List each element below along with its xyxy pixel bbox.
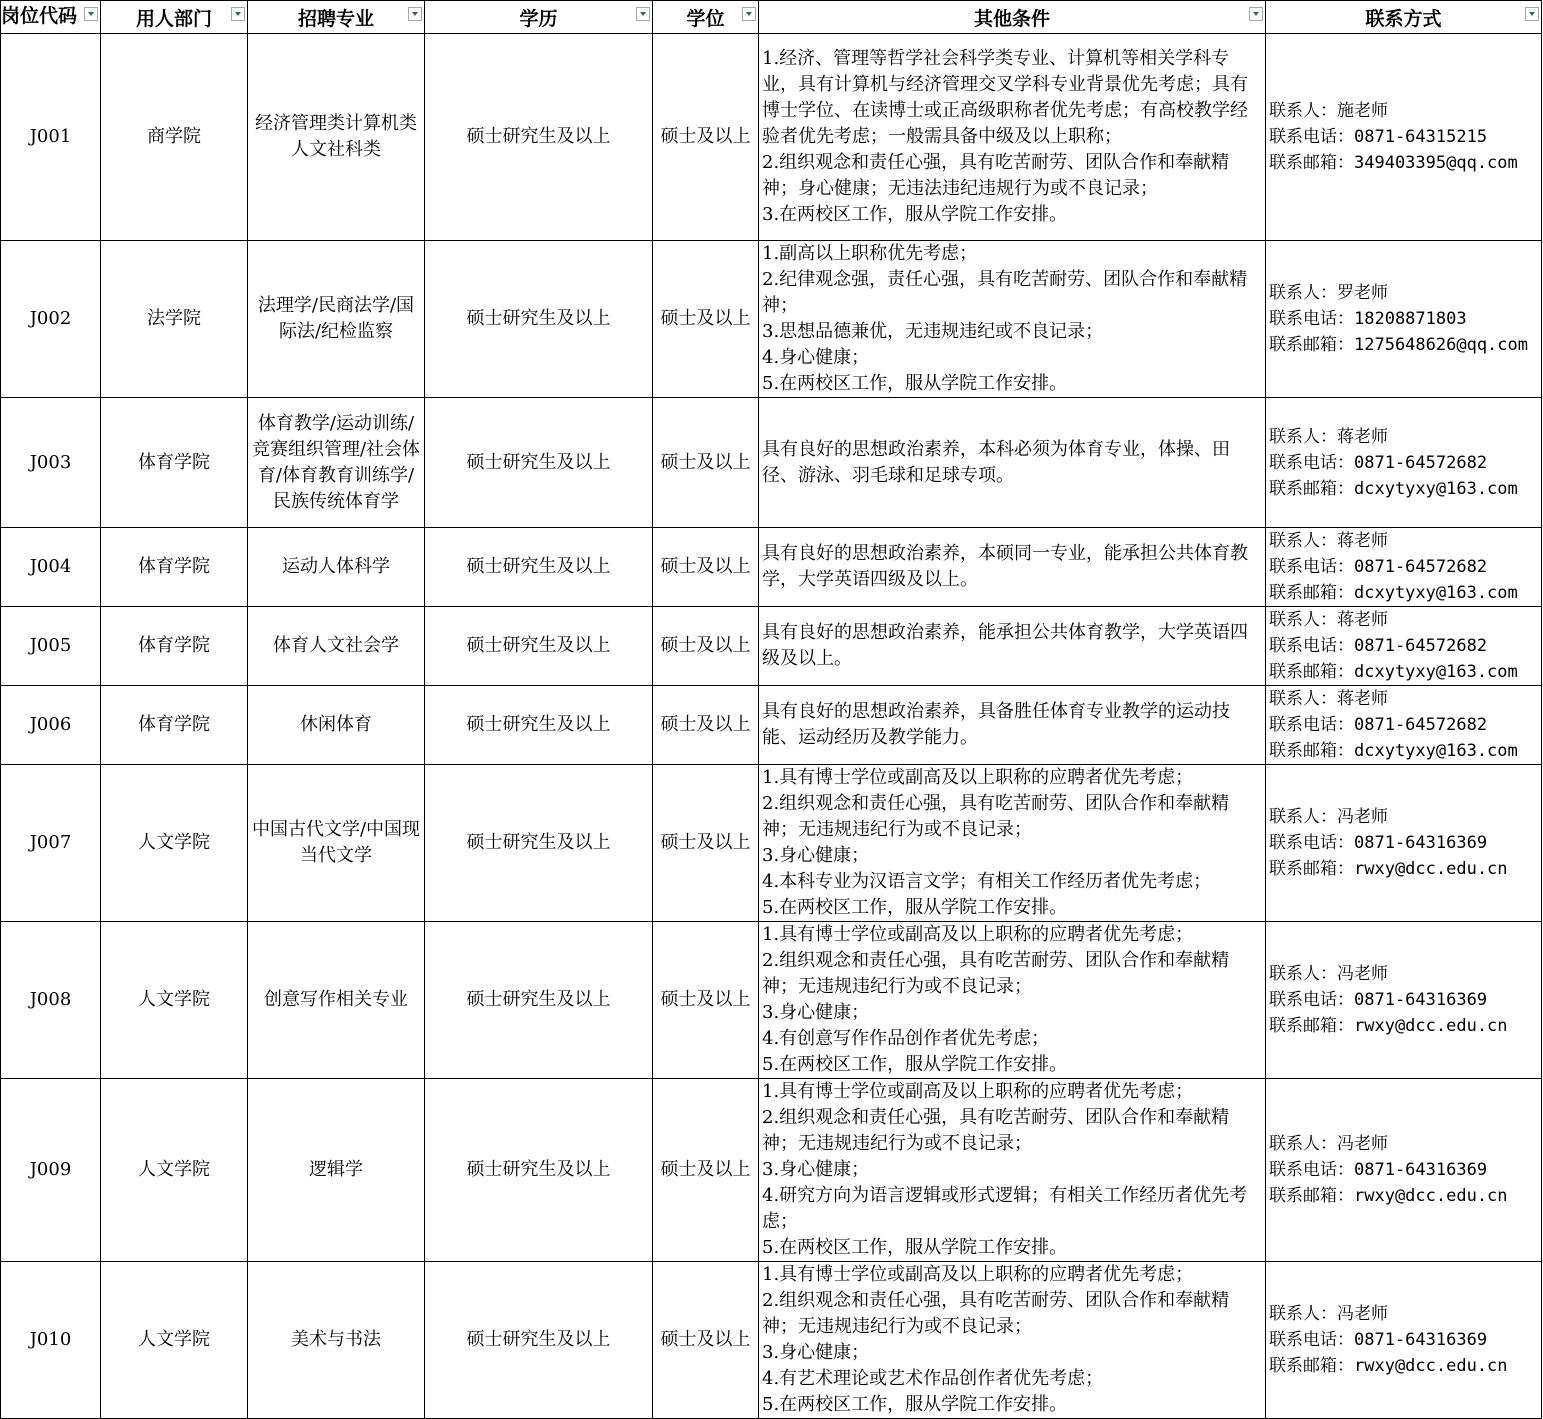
filter-dropdown-icon[interactable] [1249,7,1263,21]
cell-department: 人文学院 [101,922,248,1079]
contact-line: 联系人：施老师 [1269,101,1388,121]
cell-other-conditions [759,1262,1266,1419]
contact-line: 联系邮箱：dcxytyxy@163.com [1269,662,1518,682]
cell-degree: 硕士及以上 [653,528,759,607]
contact-line: 联系电话：0871-64316369 [1269,1330,1488,1350]
condition-line: 3.在两校区工作，服从学院工作安排。 [762,204,1068,225]
contact-line: 联系电话：0871-64316369 [1269,833,1488,853]
header-position-code: 岗位代码 [1,1,101,34]
condition-line: 2.纪律观念强，责任心强，具有吃苦耐劳、团队合作和奉献精神； [762,269,1248,316]
cell-major: 中国古代文学/中国现当代文学 [248,765,425,922]
contact-line: 联系人：冯老师 [1269,964,1388,984]
condition-line: 4.研究方向为语言逻辑或形式逻辑；有相关工作经历者优先考虑； [762,1185,1248,1232]
contact-line: 联系邮箱：dcxytyxy@163.com [1269,583,1518,603]
condition-line: 具有良好的思想政治素养，本硕同一专业，能承担公共体育教学，大学英语四级及以上。 [762,543,1248,590]
cell-contact [1266,241,1542,398]
condition-line: 4.本科专业为汉语言文学；有相关工作经历者优先考虑； [762,871,1212,892]
condition-line: 具有良好的思想政治素养，本科必须为体育专业，体操、田径、游泳、羽毛球和足球专项。 [762,438,1230,486]
header-degree: 学位 [653,1,759,34]
cell-major: 运动人体科学 [248,528,425,607]
condition-line: 3.身心健康； [762,1002,870,1023]
cell-contact [1266,34,1542,241]
table-row [1,1079,1542,1262]
condition-line: 2.组织观念和责任心强，具有吃苦耐劳、团队合作和奉献精神；无违规违纪行为或不良记录； [762,793,1230,840]
cell-contact [1266,765,1542,922]
table-row [1,398,1542,528]
cell-major: 体育教学/运动训练/竞赛组织管理/社会体育/体育教育训练学/民族传统体育学 [248,398,425,528]
contact-line: 联系邮箱：349403395@qq.com [1269,153,1518,173]
cell-degree: 硕士及以上 [653,34,759,241]
filter-dropdown-icon[interactable] [408,7,422,21]
table-row [1,686,1542,765]
cell-degree: 硕士及以上 [653,686,759,765]
cell-degree: 硕士及以上 [653,765,759,922]
contact-line: 联系邮箱：1275648626@qq.com [1269,335,1528,355]
contact-line: 联系邮箱：rwxy@dcc.edu.cn [1269,1356,1508,1376]
cell-education: 硕士研究生及以上 [425,922,653,1079]
cell-education: 硕士研究生及以上 [425,1079,653,1262]
cell-degree: 硕士及以上 [653,1079,759,1262]
contact-line: 联系邮箱：rwxy@dcc.edu.cn [1269,1186,1508,1206]
cell-education: 硕士研究生及以上 [425,241,653,398]
cell-contact [1266,922,1542,1079]
cell-major: 休闲体育 [248,686,425,765]
cell-degree: 硕士及以上 [653,922,759,1079]
cell-education: 硕士研究生及以上 [425,765,653,922]
cell-other-conditions [759,607,1266,686]
cell-department: 商学院 [101,34,248,241]
contact-line: 联系电话：0871-64572682 [1269,636,1488,656]
condition-line: 3.思想品德兼优，无违规违纪或不良记录； [762,321,1104,342]
condition-line: 3.身心健康； [762,1342,870,1363]
header-major: 招聘专业 [248,1,425,34]
condition-line: 2.组织观念和责任心强，具有吃苦耐劳、团队合作和奉献精神；身心健康；无违法违纪违规行为或不良记录； [762,152,1230,199]
condition-line: 2.组织观念和责任心强，具有吃苦耐劳、团队合作和奉献精神；无违规违纪行为或不良记录； [762,950,1230,997]
contact-line: 联系邮箱：rwxy@dcc.edu.cn [1269,1016,1508,1036]
filter-dropdown-icon[interactable] [742,7,756,21]
cell-contact [1266,528,1542,607]
condition-line: 1.具有博士学位或副高及以上职称的应聘者优先考虑； [762,1264,1194,1285]
contact-line: 联系人：罗老师 [1269,283,1388,303]
cell-position-code: J009 [1,1079,101,1262]
contact-line: 联系邮箱：rwxy@dcc.edu.cn [1269,859,1508,879]
cell-position-code: J003 [1,398,101,528]
contact-line: 联系电话：0871-64316369 [1269,1160,1488,1180]
cell-major: 法理学/民商法学/国际法/纪检监察 [248,241,425,398]
cell-department: 法学院 [101,241,248,398]
cell-position-code: J005 [1,607,101,686]
contact-line: 联系人：蒋老师 [1269,689,1388,709]
contact-line: 联系电话：18208871803 [1269,309,1467,329]
cell-contact [1266,607,1542,686]
cell-education: 硕士研究生及以上 [425,34,653,241]
cell-education: 硕士研究生及以上 [425,1262,653,1419]
cell-degree: 硕士及以上 [653,1262,759,1419]
cell-position-code: J002 [1,241,101,398]
cell-department: 人文学院 [101,1079,248,1262]
cell-contact [1266,1079,1542,1262]
cell-education: 硕士研究生及以上 [425,686,653,765]
header-row [1,1,1542,34]
contact-line: 联系电话：0871-64572682 [1269,557,1488,577]
header-other-conditions: 其他条件 [759,1,1266,34]
contact-line: 联系人：冯老师 [1269,807,1388,827]
cell-contact [1266,1262,1542,1419]
table-row [1,1262,1542,1419]
cell-department: 体育学院 [101,398,248,528]
condition-line: 2.组织观念和责任心强，具有吃苦耐劳、团队合作和奉献精神；无违规违纪行为或不良记录； [762,1107,1230,1154]
cell-major: 美术与书法 [248,1262,425,1419]
contact-line: 联系人：冯老师 [1269,1134,1388,1154]
condition-line: 5.在两校区工作，服从学院工作安排。 [762,373,1068,394]
table-row [1,528,1542,607]
cell-major: 经济管理类计算机类人文社科类 [248,34,425,241]
condition-line: 4.有艺术理论或艺术作品创作者优先考虑； [762,1368,1104,1389]
table-row [1,241,1542,398]
cell-other-conditions [759,528,1266,607]
cell-other-conditions [759,922,1266,1079]
header-contact: 联系方式 [1266,1,1542,34]
cell-education: 硕士研究生及以上 [425,607,653,686]
condition-line: 1.具有博士学位或副高及以上职称的应聘者优先考虑； [762,924,1194,945]
contact-line: 联系电话：0871-64572682 [1269,452,1488,473]
header-department: 用人部门 [101,1,248,34]
cell-position-code: J004 [1,528,101,607]
condition-line: 1.经济、管理等哲学社会科学类专业、计算机等相关学科专业，具有计算机与经济管理交叉学科专业背景优先考虑；具有博士学位、在读博士或正高级职称者优先考虑；有高校教学经验者优先考虑；一般需具备中级及以上职称； [762,48,1248,147]
cell-major: 逻辑学 [248,1079,425,1262]
contact-line: 联系电话：0871-64316369 [1269,990,1488,1010]
cell-other-conditions [759,686,1266,765]
condition-line: 1.具有博士学位或副高及以上职称的应聘者优先考虑； [762,1081,1194,1102]
cell-department: 体育学院 [101,686,248,765]
cell-position-code: J006 [1,686,101,765]
contact-line: 联系人：冯老师 [1269,1304,1388,1324]
contact-line: 联系邮箱：dcxytyxy@163.com [1269,741,1518,761]
condition-line: 2.组织观念和责任心强，具有吃苦耐劳、团队合作和奉献精神；无违规违纪行为或不良记录； [762,1290,1230,1337]
condition-line: 1.具有博士学位或副高及以上职称的应聘者优先考虑； [762,767,1194,788]
cell-education: 硕士研究生及以上 [425,528,653,607]
cell-department: 人文学院 [101,1262,248,1419]
filter-dropdown-icon[interactable] [636,7,650,21]
cell-other-conditions [759,398,1266,528]
cell-contact [1266,398,1542,528]
contact-line: 联系电话：0871-64572682 [1269,715,1488,735]
condition-line: 5.在两校区工作，服从学院工作安排。 [762,1394,1068,1415]
filter-dropdown-icon[interactable] [1525,7,1539,21]
condition-line: 1.副高以上职称优先考虑； [762,243,978,264]
cell-position-code: J007 [1,765,101,922]
cell-contact [1266,686,1542,765]
condition-line: 具有良好的思想政治素养，能承担公共体育教学，大学英语四级及以上。 [762,622,1248,669]
contact-line: 联系邮箱：dcxytyxy@163.com [1269,478,1518,499]
filter-dropdown-icon[interactable] [84,7,98,21]
cell-degree: 硕士及以上 [653,607,759,686]
condition-line: 5.在两校区工作，服从学院工作安排。 [762,897,1068,918]
cell-other-conditions [759,241,1266,398]
filter-dropdown-icon[interactable] [231,7,245,21]
cell-major: 创意写作相关专业 [248,922,425,1079]
table-row [1,922,1542,1079]
cell-position-code: J010 [1,1262,101,1419]
table-row [1,765,1542,922]
contact-line: 联系人：蒋老师 [1269,426,1388,447]
cell-department: 体育学院 [101,528,248,607]
contact-line: 联系人：蒋老师 [1269,531,1388,551]
condition-line: 3.身心健康； [762,1159,870,1180]
cell-education: 硕士研究生及以上 [425,398,653,528]
table-row [1,34,1542,241]
condition-line: 具有良好的思想政治素养，具备胜任体育专业教学的运动技能、运动经历及教学能力。 [762,701,1230,748]
contact-line: 联系电话：0871-64315215 [1269,127,1488,147]
condition-line: 4.身心健康； [762,347,870,368]
cell-other-conditions [759,1079,1266,1262]
condition-line: 3.身心健康； [762,845,870,866]
contact-line: 联系人：蒋老师 [1269,610,1388,630]
cell-major: 体育人文社会学 [248,607,425,686]
header-education: 学历 [425,1,653,34]
cell-department: 体育学院 [101,607,248,686]
table-row [1,607,1542,686]
cell-other-conditions [759,34,1266,241]
cell-degree: 硕士及以上 [653,241,759,398]
condition-line: 5.在两校区工作，服从学院工作安排。 [762,1054,1068,1075]
cell-position-code: J008 [1,922,101,1079]
cell-position-code: J001 [1,34,101,241]
cell-department: 人文学院 [101,765,248,922]
cell-degree: 硕士及以上 [653,398,759,528]
condition-line: 4.有创意写作作品创作者优先考虑； [762,1028,1050,1049]
condition-line: 5.在两校区工作，服从学院工作安排。 [762,1237,1068,1258]
cell-other-conditions [759,765,1266,922]
